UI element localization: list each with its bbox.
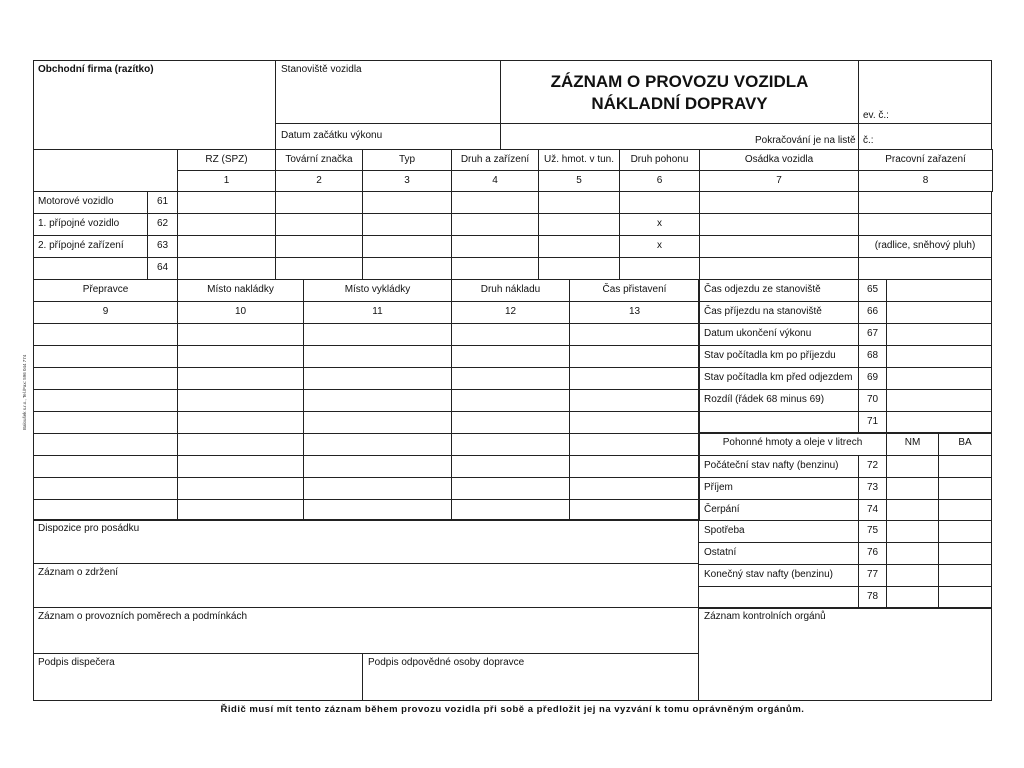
vehicle-col-label: Pracovní zařazení: [885, 154, 966, 165]
transport-data-cell[interactable]: [177, 477, 304, 500]
transport-data-cell[interactable]: [451, 389, 570, 412]
vehicle-col-number: 2: [316, 175, 322, 186]
sheet-number-box[interactable]: [858, 123, 992, 150]
transport-data-cell[interactable]: [177, 455, 304, 478]
fuel-ba-cell[interactable]: [938, 564, 992, 587]
fuel-header-label: Pohonné hmoty a oleje v litrech: [722, 437, 863, 448]
transport-data-cell[interactable]: [451, 323, 570, 346]
transport-data-cell[interactable]: [33, 411, 178, 434]
summary-code: 68: [866, 350, 879, 361]
transport-data-cell[interactable]: [33, 499, 178, 521]
summary-value-cell[interactable]: [886, 411, 992, 434]
fuel-row-code: 73: [866, 482, 879, 493]
transport-col-number: 11: [372, 306, 383, 317]
fuel-label-cell: [698, 586, 859, 609]
fuel-row-label: Konečný stav nafty (benzinu): [704, 569, 833, 580]
summary-value-cell[interactable]: [886, 323, 992, 346]
summary-label-cell: [698, 411, 859, 434]
vehicle-data-cell[interactable]: [275, 257, 363, 280]
transport-data-cell[interactable]: [33, 477, 178, 500]
work-assignment-note: (radlice, sněhový pluh): [874, 240, 976, 251]
vehicle-data-cell[interactable]: [619, 191, 700, 214]
vehicle-data-cell[interactable]: [451, 191, 539, 214]
transport-data-cell[interactable]: [303, 389, 452, 412]
fuel-ba-cell[interactable]: [938, 586, 992, 609]
vehicle-col-label: Tovární značka: [285, 154, 353, 165]
fuel-ba-cell[interactable]: [938, 455, 992, 478]
vehicle-col-label: Typ: [398, 154, 416, 165]
summary-value-cell[interactable]: [886, 367, 992, 390]
vehicle-col-label: Druh a zařízení: [460, 154, 530, 165]
vehicle-row-label: Motorové vozidlo: [38, 196, 114, 207]
vehicle-data-cell[interactable]: [619, 257, 700, 280]
transport-data-cell[interactable]: [177, 323, 304, 346]
fuel-ba-cell[interactable]: [938, 499, 992, 521]
transport-col-number: 10: [234, 306, 247, 317]
printer-imprint: Baloušek s.r.o., Tel./Fax: 596 044 774: [22, 354, 27, 430]
vehicle-data-cell[interactable]: [177, 257, 276, 280]
vehicle-col-number: 1: [223, 175, 230, 186]
fuel-col-ba-label: BA: [958, 437, 972, 448]
carrier-signature-label: Podpis odpovědné osoby dopravce: [368, 657, 525, 668]
summary-code: 69: [866, 372, 879, 383]
vehicle-data-cell[interactable]: [362, 257, 452, 280]
fuel-row-label: Čerpání: [704, 504, 740, 515]
vehicle-data-cell[interactable]: [538, 235, 620, 258]
transport-col-number: 12: [504, 306, 517, 317]
company-label: Obchodní firma (razítko): [38, 64, 154, 75]
transport-data-cell[interactable]: [303, 367, 452, 390]
vehicle-data-cell[interactable]: [538, 257, 620, 280]
vehicle-data-cell[interactable]: [362, 235, 452, 258]
summary-label: Čas příjezdu na stanoviště: [704, 306, 822, 317]
vehicle-col-number: 7: [776, 175, 782, 186]
work-assignment-cell[interactable]: [858, 213, 992, 236]
vehicle-data-cell[interactable]: [538, 191, 620, 214]
transport-data-cell[interactable]: [33, 455, 178, 478]
fuel-row-code: 72: [866, 460, 879, 471]
transport-data-cell[interactable]: [303, 345, 452, 368]
delay-record-label: Záznam o zdržení: [38, 567, 119, 578]
transport-data-cell[interactable]: [177, 411, 304, 434]
transport-data-cell[interactable]: [569, 411, 700, 434]
fuel-row-code: 77: [866, 569, 879, 580]
vehicle-data-cell[interactable]: [699, 257, 859, 280]
vehicle-header-blank: [33, 149, 178, 192]
transport-data-cell[interactable]: [569, 367, 700, 390]
vehicle-row-label-cell: [33, 257, 148, 280]
vehicle-row-label: 2. přípojné zařízení: [38, 240, 124, 251]
transport-data-cell[interactable]: [303, 411, 452, 434]
vehicle-data-cell[interactable]: [451, 257, 539, 280]
transport-data-cell[interactable]: [177, 345, 304, 368]
vehicle-data-cell[interactable]: [177, 191, 276, 214]
transport-data-cell[interactable]: [33, 367, 178, 390]
work-assignment-cell[interactable]: [858, 191, 992, 214]
fuel-row-code: 76: [866, 547, 879, 558]
vehicle-row-code: 63: [156, 240, 169, 251]
fuel-row-label: Počáteční stav nafty (benzinu): [704, 460, 839, 471]
summary-value-cell[interactable]: [886, 279, 992, 302]
summary-label: Stav počítadla km po příjezdu: [704, 350, 836, 361]
transport-data-cell[interactable]: [451, 477, 570, 500]
form-title-line2: NÁKLADNÍ DOPRAVY: [591, 94, 768, 113]
summary-code: 71: [866, 416, 879, 427]
transport-col-label: Místo vykládky: [344, 284, 411, 295]
transport-col-label: Druh nákladu: [480, 284, 541, 295]
fuel-row-label: Ostatní: [704, 547, 737, 558]
transport-col-label: Přepravce: [82, 284, 129, 295]
fuel-nm-cell[interactable]: [886, 499, 939, 521]
vehicle-data-cell[interactable]: [538, 213, 620, 236]
vehicle-row-code: 61: [156, 196, 169, 207]
summary-value-cell[interactable]: [886, 301, 992, 324]
ev-number-label: ev. č.:: [863, 110, 889, 121]
vehicle-data-cell[interactable]: [275, 235, 363, 258]
vehicle-col-number: 4: [492, 175, 498, 186]
transport-col-number: 9: [102, 306, 109, 317]
transport-data-cell[interactable]: [451, 345, 570, 368]
vehicle-data-cell[interactable]: [699, 191, 859, 214]
transport-data-cell[interactable]: [177, 499, 304, 521]
summary-label: Rozdíl (řádek 68 minus 69): [704, 394, 825, 405]
transport-col-label: Místo nakládky: [207, 284, 274, 295]
fuel-row-label: Příjem: [704, 482, 733, 493]
vehicle-col-number: 3: [404, 175, 410, 186]
fuel-ba-cell[interactable]: [938, 520, 992, 543]
vehicle-data-cell[interactable]: [362, 191, 452, 214]
summary-label: Stav počítadla km před odjezdem: [704, 372, 853, 383]
fuel-nm-cell[interactable]: [886, 477, 939, 500]
vehicle-col-label: Osádka vozidla: [744, 154, 814, 165]
transport-data-cell[interactable]: [569, 323, 700, 346]
summary-code: 67: [866, 328, 879, 339]
vehicle-data-cell[interactable]: [699, 235, 859, 258]
vehicle-data-cell[interactable]: [451, 213, 539, 236]
vehicle-data-cell[interactable]: [451, 235, 539, 258]
transport-data-cell[interactable]: [569, 389, 700, 412]
inspection-record-label: Záznam kontrolních orgánů: [704, 611, 826, 622]
vehicle-data-cell[interactable]: [177, 235, 276, 258]
form-title-line1: ZÁZNAM O PROVOZU VOZIDLA: [550, 72, 809, 91]
transport-data-cell[interactable]: [569, 499, 700, 521]
summary-code: 70: [866, 394, 879, 405]
transport-data-cell[interactable]: [177, 433, 304, 456]
fuel-nm-cell[interactable]: [886, 586, 939, 609]
transport-data-cell[interactable]: [569, 477, 700, 500]
vehicle-col-number: 8: [922, 175, 929, 186]
transport-data-cell[interactable]: [451, 455, 570, 478]
vehicle-data-cell[interactable]: [275, 213, 363, 236]
fuel-col-nm-label: NM: [904, 437, 921, 448]
transport-data-cell[interactable]: [33, 433, 178, 456]
crew-disposition-label: Dispozice pro posádku: [38, 523, 140, 534]
vehicle-data-cell[interactable]: [177, 213, 276, 236]
summary-label: Datum ukončení výkonu: [704, 328, 812, 339]
transport-data-cell[interactable]: [451, 499, 570, 521]
work-assignment-cell[interactable]: [858, 257, 992, 280]
transport-data-cell[interactable]: [303, 433, 452, 456]
fuel-nm-cell[interactable]: [886, 542, 939, 565]
vehicle-row-label: 1. přípojné vozidlo: [38, 218, 120, 229]
summary-code: 66: [866, 306, 879, 317]
fuel-nm-cell[interactable]: [886, 455, 939, 478]
fuel-row-code: 74: [866, 504, 879, 515]
vehicle-data-cell[interactable]: [362, 213, 452, 236]
vehicle-row-code: 64: [156, 262, 169, 273]
transport-col-label: Čas přistavení: [602, 284, 667, 295]
fuel-nm-cell[interactable]: [886, 564, 939, 587]
transport-col-number: 13: [628, 306, 641, 317]
drive-type-mark: x: [657, 218, 662, 229]
footer-notice: Řidič musí mít tento záznam během provozu vozidla při sobě a předložit jej na vyzvání k tomu oprávněným orgánům.: [220, 704, 805, 715]
summary-label: Čas odjezdu ze stanoviště: [704, 284, 821, 295]
summary-value-cell[interactable]: [886, 389, 992, 412]
transport-data-cell[interactable]: [303, 323, 452, 346]
start-date-label: Datum začátku výkonu: [281, 130, 383, 141]
transport-data-cell[interactable]: [569, 455, 700, 478]
vehicle-col-label: RZ (SPZ): [205, 154, 248, 165]
transport-data-cell[interactable]: [303, 477, 452, 500]
transport-data-cell[interactable]: [303, 455, 452, 478]
fuel-row-code: 78: [866, 591, 879, 602]
vehicle-data-cell[interactable]: [275, 191, 363, 214]
transport-data-cell[interactable]: [569, 433, 700, 456]
fuel-row-code: 75: [866, 525, 879, 536]
summary-code: 65: [866, 284, 879, 295]
transport-data-cell[interactable]: [569, 345, 700, 368]
fuel-row-label: Spotřeba: [704, 525, 745, 536]
station-label: Stanoviště vozidla: [281, 64, 362, 75]
transport-data-cell[interactable]: [33, 389, 178, 412]
transport-data-cell[interactable]: [177, 367, 304, 390]
transport-data-cell[interactable]: [33, 323, 178, 346]
vehicle-col-label: Už. hmot. v tun.: [543, 154, 615, 165]
dispatcher-signature-label: Podpis dispečera: [38, 657, 115, 668]
transport-data-cell[interactable]: [451, 367, 570, 390]
vehicle-col-number: 5: [576, 175, 582, 186]
drive-type-mark: x: [657, 240, 662, 251]
fuel-nm-cell[interactable]: [886, 520, 939, 543]
vehicle-row-code: 62: [156, 218, 169, 229]
summary-value-cell[interactable]: [886, 345, 992, 368]
vehicle-data-cell[interactable]: [699, 213, 859, 236]
transport-data-cell[interactable]: [33, 345, 178, 368]
fuel-ba-cell[interactable]: [938, 477, 992, 500]
vehicle-col-label: Druh pohonu: [630, 154, 689, 165]
continuation-label: Pokračování je na listě: [755, 135, 856, 146]
transport-data-cell[interactable]: [451, 411, 570, 434]
operating-conditions-label: Záznam o provozních poměrech a podmínkách: [38, 611, 247, 622]
fuel-ba-cell[interactable]: [938, 542, 992, 565]
sheet-number-label: č.:: [863, 135, 874, 146]
vehicle-col-number: 6: [656, 175, 663, 186]
delay-record-box[interactable]: [33, 563, 699, 608]
transport-data-cell[interactable]: [303, 499, 452, 521]
transport-data-cell[interactable]: [451, 433, 570, 456]
transport-data-cell[interactable]: [177, 389, 304, 412]
